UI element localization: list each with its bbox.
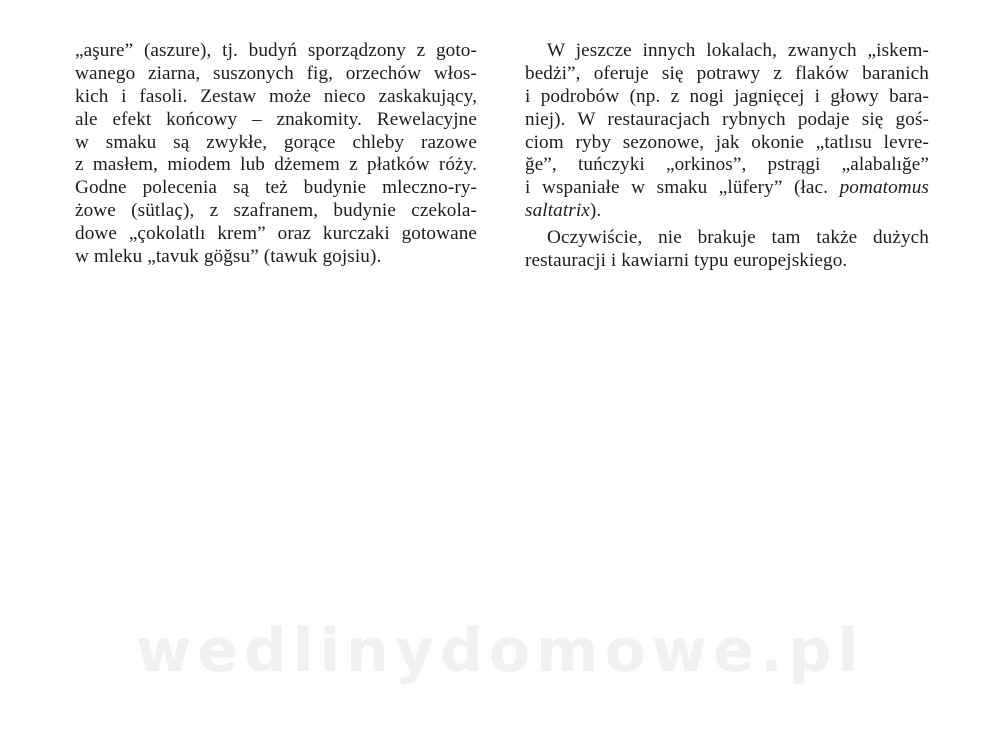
text-line: i podrobów (np. z nogi jagnięcej i głowy bara- bbox=[525, 85, 929, 107]
text-line-with-latin bbox=[525, 177, 929, 200]
watermark-text: wedlinydomowe.pl bbox=[135, 616, 865, 686]
text-line: żowe (sütlaç), z szafranem, budynie czekola- bbox=[75, 200, 477, 222]
text-line: ale efekt końcowy – znakomity. Rewelacyjne bbox=[75, 108, 477, 130]
text-line: w smaku są zwykłe, gorące chleby razowe bbox=[75, 131, 477, 153]
latin-name-italic: saltatrix bbox=[525, 200, 590, 222]
latin-name-italic: pomatomus bbox=[839, 177, 929, 199]
text-line: w mleku „tavuk göğsu” (tawuk gojsiu). bbox=[75, 246, 382, 268]
text-fragment: i wspaniałe w smaku „lüfery” (łac. bbox=[525, 177, 840, 199]
text-line: ciom ryby sezonowe, jak okonie „tatlısu levre- bbox=[525, 131, 929, 153]
left-text-column bbox=[75, 40, 477, 269]
text-line: restauracji i kawiarni typu europejskiego. bbox=[525, 250, 848, 272]
text-line: z masłem, miodem lub dżemem z płatków róży. bbox=[75, 154, 477, 176]
text-line: wanego ziarna, suszonych fig, orzechów włos- bbox=[75, 62, 477, 84]
text-line: bedżi”, oferuje się potrawy z flaków baranich bbox=[525, 62, 929, 84]
text-line: kich i fasoli. Zestaw może nieco zaskakujący, bbox=[75, 85, 477, 107]
text-line: W jeszcze innych lokalach, zwanych „iskem- bbox=[547, 40, 929, 61]
text-line: ğe”, tuńczyki „orkinos”, pstrągi „alabalığe” bbox=[525, 154, 929, 176]
text-line: niej). W restauracjach rybnych podaje się goś- bbox=[525, 108, 929, 130]
text-line: Oczywiście, nie brakuje tam także dużych bbox=[547, 227, 929, 249]
right-text-column bbox=[525, 40, 929, 273]
text-line: „aşure” (aszure), tj. budyń sporządzony z goto- bbox=[75, 40, 477, 61]
text-line-with-latin bbox=[525, 200, 929, 223]
text-line: dowe „çokolatlı krem” oraz kurczaki gotowane bbox=[75, 223, 477, 245]
text-line: Godne polecenia są też budynie mleczno-ry- bbox=[75, 177, 477, 199]
closing-punctuation: ). bbox=[589, 200, 602, 222]
